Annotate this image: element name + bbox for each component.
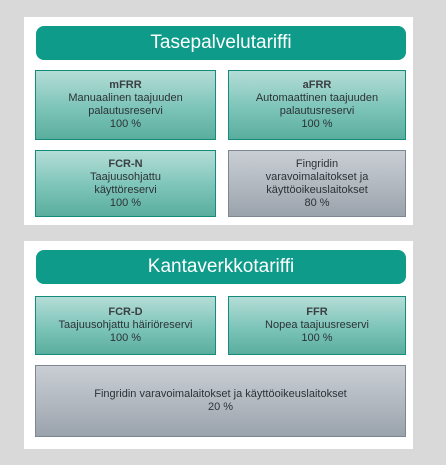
reserve-box-fcr-n [35,150,216,217]
reserve-percent: 100 % [109,118,142,130]
reserve-box-ffr [228,296,406,355]
reserve-desc-line: Fingridin varavoimalaitokset ja käyttöoikeuslaitokset [94,388,347,400]
reserve-desc-line: Manuaalinen taajuuden [68,92,183,104]
reserve-desc-line: käyttöoikeuslaitokset [266,183,368,196]
kantaverkkotariffi-panel [24,241,413,449]
reserve-box-fingrid-plants-wide [35,365,406,437]
tasepalvelutariffi-panel [24,17,413,225]
reserve-percent: 100 % [109,196,142,209]
reserve-box-fingrid-plants [228,150,406,217]
reserve-box-mfrr [35,70,216,140]
reserve-desc-line: Taajuusohjattu [90,170,161,183]
reserve-name: FCR-N [108,157,143,170]
reserve-desc-line: varavoimalaitokset ja [265,170,369,183]
tariff-header: Tasepalvelutariffi [36,26,406,60]
reserve-desc-line: Nopea taajuusreservi [265,319,369,331]
reserve-box-afrr [228,70,406,140]
reserve-percent: 20 % [207,401,234,413]
reserve-desc-line: Fingridin [295,157,339,170]
reserve-box-fcr-d [35,296,216,355]
reserve-percent: 80 % [304,196,330,209]
tariff-header: Kantaverkkotariffi [36,250,406,284]
reserve-desc-line: Taajuusohjattu häiriöreservi [58,319,193,331]
reserve-name: FCR-D [108,306,143,318]
reserve-name: aFRR [302,79,332,91]
reserve-name: mFRR [109,79,142,91]
reserve-percent: 100 % [301,332,333,344]
reserve-percent: 100 % [109,332,142,344]
reserve-desc-line: palautusreservi [88,105,163,117]
reserve-desc-line: palautusreservi [279,105,355,117]
reserve-desc-line: käyttöreservi [94,183,157,196]
reserve-name: FFR [306,306,328,318]
reserve-percent: 100 % [301,118,333,130]
reserve-desc-line: Automaattinen taajuuden [255,92,379,104]
